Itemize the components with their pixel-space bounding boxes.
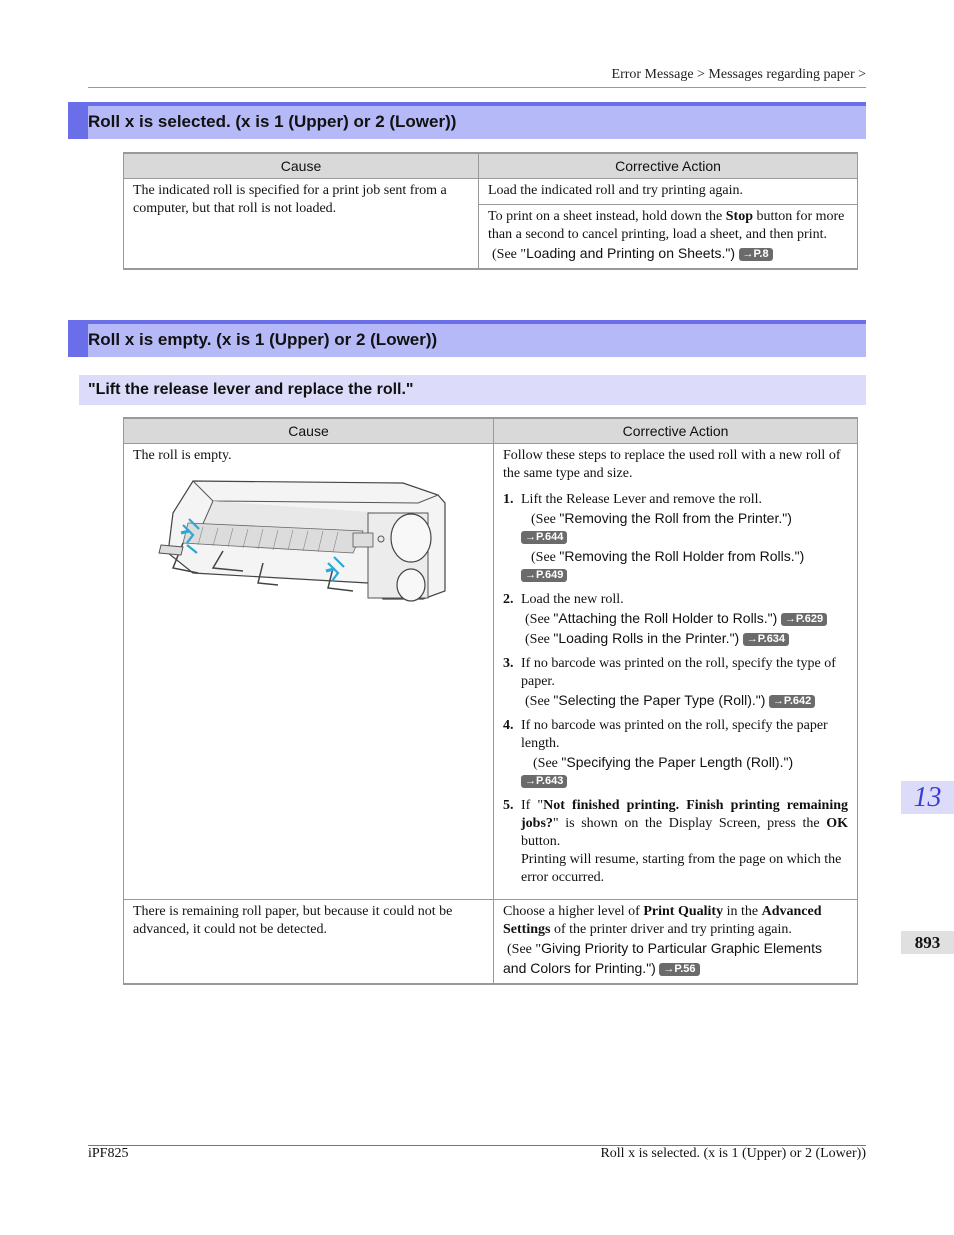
footer-model: iPF825 <box>88 1146 129 1161</box>
cross-reference-link[interactable]: "Selecting the Paper Type (Roll).") <box>553 692 766 708</box>
steps-list <box>503 491 848 887</box>
page-reference-badge[interactable]: →P.642 <box>769 695 815 708</box>
error-message-text: Not finished printing. Finish printing remaining jobs? <box>521 798 848 831</box>
cross-reference-link[interactable]: "Loading Rolls in the Printer.") <box>553 630 740 646</box>
footer-title: Roll x is selected. (x is 1 (Upper) or 2 (Lower)) <box>600 1146 866 1161</box>
column-header-action: Corrective Action <box>479 153 858 179</box>
column-header-action: Corrective Action <box>494 418 858 444</box>
table-row <box>124 444 858 900</box>
cause-cell: The indicated roll is specified for a print job sent from a computer, but that roll is not loaded. <box>124 179 479 270</box>
action-cell: To print on a sheet instead, hold down the Stop button for more than a second to cancel printing, load a sheet, and then print. (See "Loading and Printing on Sheets.") →P.8 <box>479 205 858 270</box>
section-title: Roll x is empty. (x is 1 (Upper) or 2 (Lower)) <box>88 330 438 349</box>
page-reference-badge[interactable]: →P.634 <box>743 633 789 646</box>
action-cell: Choose a higher level of Print Quality in the Advanced Settings of the printer driver and try printing again. (See "Giving Priority to Particular Graphic Elements and Colors for Printing.") →P.56 <box>494 900 858 985</box>
cross-reference-link[interactable]: Loading and Printing on Sheets. <box>526 245 726 261</box>
cause-cell: The roll is empty. <box>124 444 494 900</box>
page-number: 893 <box>914 933 941 952</box>
cross-reference-link[interactable]: "Attaching the Roll Holder to Rolls.") <box>553 610 778 626</box>
page-reference-badge[interactable]: →P.643 <box>521 775 567 788</box>
section-heading-roll-empty <box>68 320 866 357</box>
action-cell <box>494 444 858 900</box>
cross-reference-link[interactable]: "Removing the Roll from the Printer.") <box>559 510 792 526</box>
subsection-title: "Lift the release lever and replace the roll." <box>88 381 414 398</box>
subsection-heading <box>79 375 866 405</box>
list-item: 3. If no barcode was printed on the roll, specify the type of paper. (See "Selecting the Paper Type (Roll).") →P.642 <box>503 656 836 709</box>
chapter-tab[interactable] <box>901 781 954 814</box>
cross-reference-link[interactable]: "Removing the Roll Holder from Rolls.") <box>559 548 805 564</box>
section-title: Roll x is selected. (x is 1 (Upper) or 2 (Lower)) <box>88 112 457 131</box>
table-row <box>124 900 858 985</box>
cross-reference-link[interactable]: Giving Priority to Particular Graphic Elements and Colors for Printing. <box>503 940 822 976</box>
printer-illustration <box>153 473 453 623</box>
steps-intro: Follow these steps to replace the used roll with a new roll of the same type and size. <box>503 448 841 481</box>
page-reference-badge[interactable]: →P.56 <box>659 963 699 976</box>
page-reference-badge[interactable]: →P.644 <box>521 531 567 544</box>
breadcrumb: Error Message > Messages regarding paper > <box>611 67 866 82</box>
action-cell: Load the indicated roll and try printing again. <box>479 179 858 205</box>
header-divider <box>88 87 866 88</box>
table-roll-empty <box>123 417 858 985</box>
page-reference-badge[interactable]: →P.649 <box>521 569 567 582</box>
list-item: 4. If no barcode was printed on the roll, specify the paper length. (See "Specifying the Paper Length (Roll).") →P.643 <box>503 718 828 787</box>
cause-cell: There is remaining roll paper, but because it could not be advanced, it could not be detected. <box>124 900 494 985</box>
page-reference-badge[interactable]: →P.629 <box>781 613 827 626</box>
chapter-number: 13 <box>913 782 942 813</box>
ok-button-label: OK <box>826 816 848 831</box>
page-number-tab <box>901 931 954 954</box>
table-row <box>124 179 858 205</box>
column-header-cause: Cause <box>124 418 494 444</box>
list-item: 2. Load the new roll. (See "Attaching the Roll Holder to Rolls.") →P.629 (See "Loading Rolls in the Printer.") →P.634 <box>503 591 848 649</box>
section-heading-roll-selected <box>68 102 866 139</box>
page-reference-badge[interactable]: →P.8 <box>739 248 773 261</box>
stop-button-label: Stop <box>725 209 753 224</box>
list-item: 5. If "Not finished printing. Finish printing remaining jobs?" is shown on the Display Screen, press the OK button. Printing will resume, starting from the page on which the error occurred. <box>503 798 848 885</box>
column-header-cause: Cause <box>124 153 479 179</box>
cross-reference-link[interactable]: "Specifying the Paper Length (Roll).") <box>561 754 794 770</box>
list-item: 1. Lift the Release Lever and remove the roll. (See "Removing the Roll from the Printer.") →P.644 (See "Removing the Roll Holder from Rolls.") →P.649 <box>503 492 805 581</box>
table-roll-selected <box>123 152 858 270</box>
